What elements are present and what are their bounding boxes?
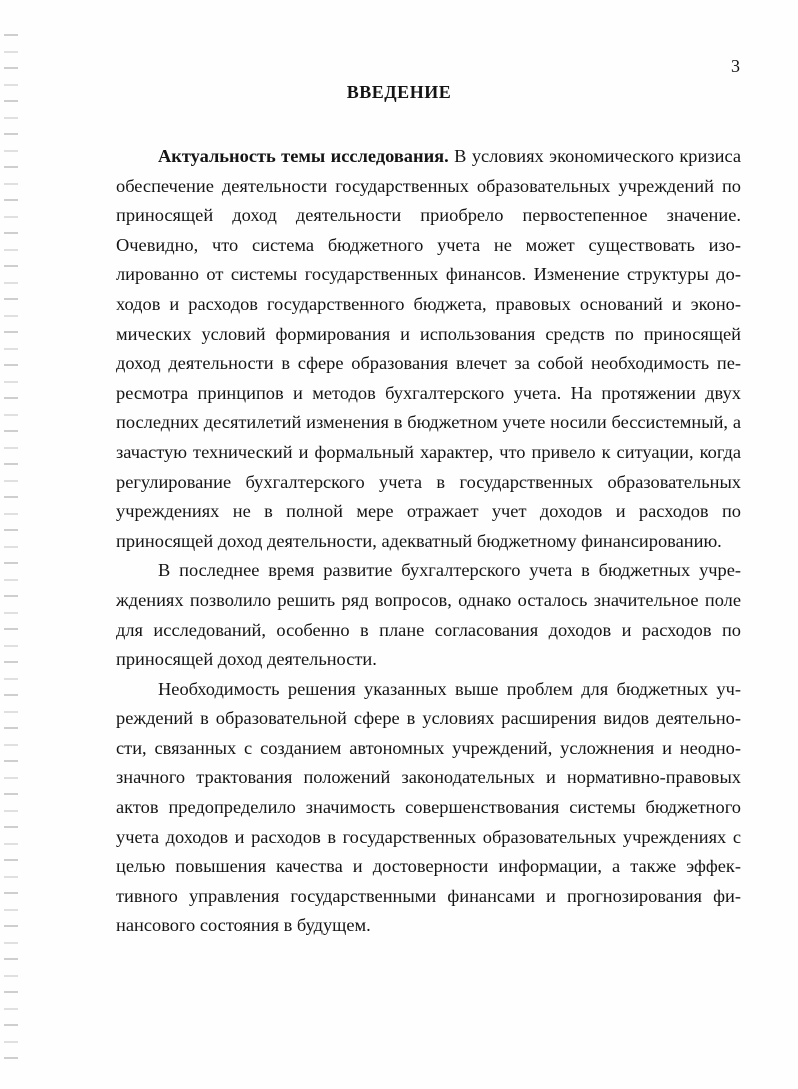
section-heading: ВВЕДЕНИЕ (346, 82, 452, 102)
paragraph-recent-development (116, 556, 741, 674)
paragraph-text: В условиях экономического кризиса обеспечение деятельности государственных образовательных учреждений по приносящей доход деятельности приобрело первостепенное значение. Очевидно, что система бюджетного учета не может существовать изолированно от системы государственных финансов. Изменение структуры доходов и расходов государственного бюджета, правовых оснований и экономических условий формирования и использования средств по приносящей доход деятельности в сфере образования влечет за собой необходимость пересмотра принципов и методов бухгалтерского учета. На протяжении двух последних десятилетий изменения в бюджетном учете носили бессистемный, а зачастую технический и формальный характер, что привело к ситуации, когда регулирование бухгалтерского учета в государственных образовательных учреждениях не в полной мере отражает учет доходов и расходов по приносящей доход деятельности, адекватный бюджетному финансированию. (116, 146, 741, 551)
paragraph-text: В последнее время развитие бухгалтерского учета в бюджетных учреждениях позволило решить ряд вопросов, однако осталось значительное поле для исследований, особенно в плане согласования доходов и расходов по приносящей доход деятельности. (116, 560, 741, 670)
page-number: 3 (731, 56, 740, 76)
paragraph-text: Необходимость решения указанных выше проблем для бюджетных учреждений в образовательной сфере в условиях расширения видов деятельности, связанных с созданием автономных учреждений, усложнения и неоднозначного трактования положений законодательных и нормативно-правовых актов предопределило значимость совершенствования системы бюджетного учета доходов и расходов в государственных образовательных учреждениях с целью повышения качества и достоверности информации, а также эффективного управления государственными финансами и прогнозирования финансового состояния в будущем. (116, 678, 741, 936)
scan-edge-artifact (4, 20, 18, 1060)
paragraph-lead: Актуальность темы исследования. (158, 146, 449, 166)
paragraph-necessity (116, 675, 741, 941)
body-text (116, 142, 741, 941)
paragraph-relevance (116, 142, 741, 556)
